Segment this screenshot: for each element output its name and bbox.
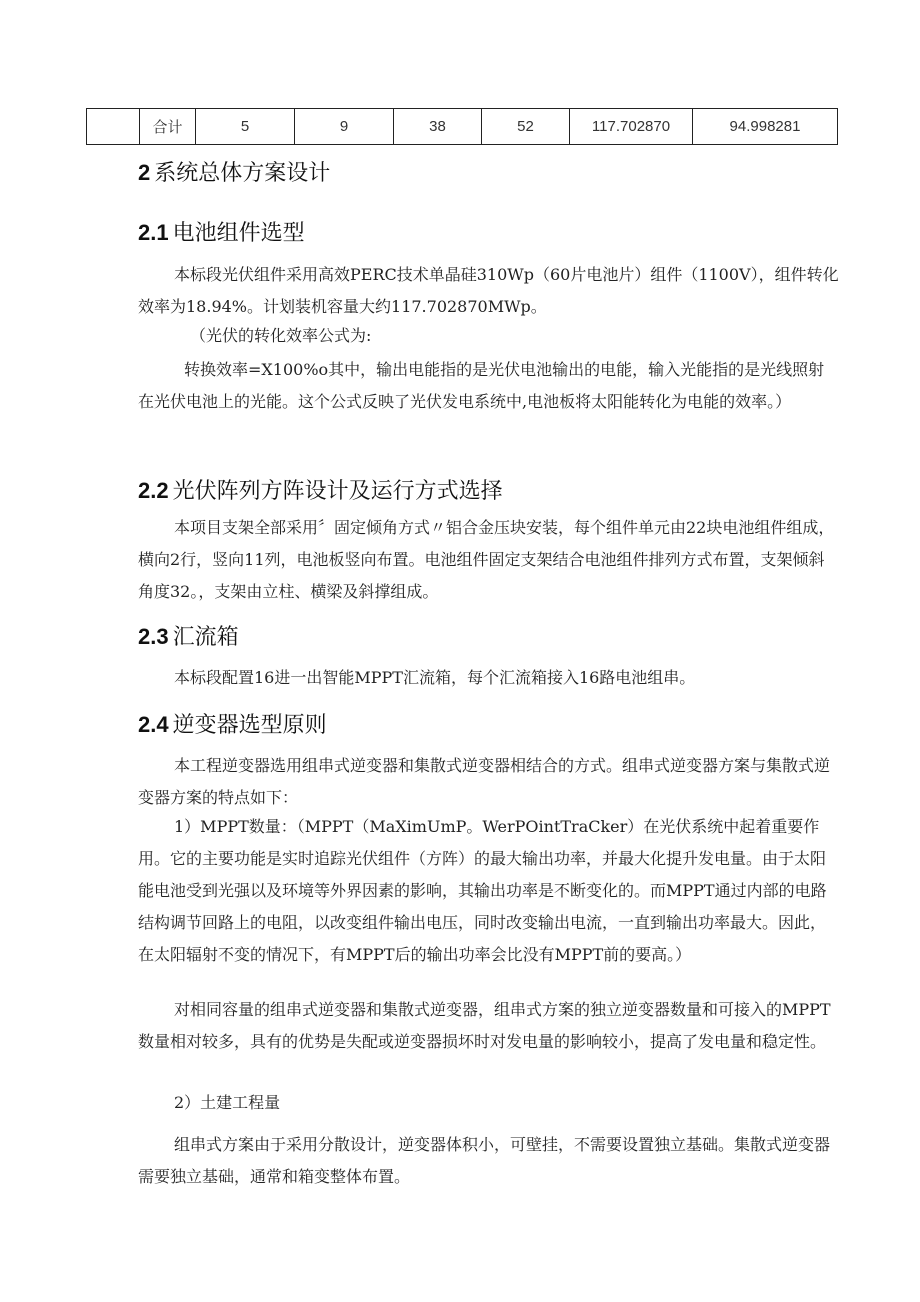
section-number: 2.1 bbox=[138, 220, 169, 245]
paragraph-mppt: 1）MPPT数量：（MPPT（MaXimUmP。WerPOintTraCker）在光伏系统中起着重要作用。它的主要功能是实时追踪光伏组件（方阵）的最大输出功率，并最大化提升发电量。由于太阳能电池受到光强以及环境等外界因素的影响，其输出功率是不断变化的。而MPPT通过内部的电路结构调节回路上的电阻，以改变组件输出电压，同时改变输出电流，一直到输出功率最大。因此，在太阳辐射不变的情况下，有MPPT后的输出功率会比没有MPPT前的要高。） bbox=[138, 817, 827, 964]
paragraph-efficiency-intro: （光伏的转化效率公式为: bbox=[190, 326, 372, 345]
section-heading-2-3 bbox=[138, 626, 239, 649]
section-heading-2-2 bbox=[138, 480, 503, 503]
table-cell-label: 合计 bbox=[140, 109, 196, 145]
section-heading-2 bbox=[138, 162, 330, 185]
paragraph-comparison: 对相同容量的组串式逆变器和集散式逆变器，组串式方案的独立逆变器数量和可接入的MPPT数量相对较多，具有的优势是失配或逆变器损坏时对发电量的影响较小，提高了发电量和稳定性。 bbox=[138, 1000, 831, 1051]
table-cell: 94.998281 bbox=[693, 109, 838, 145]
section-heading-2-4 bbox=[138, 714, 327, 737]
paragraph-combiner-box: 本标段配置16进一出智能MPPT汇流箱，每个汇流箱接入16路电池组串。 bbox=[174, 668, 696, 687]
section-number: 2 bbox=[138, 160, 151, 185]
section-title: 系统总体方案设计 bbox=[154, 161, 331, 186]
paragraph-module-spec: 本标段光伏组件采用高效PERC技术单晶硅310Wp（60片电池片）组件（1100V），组件转化效率为18.94%。计划装机容量大约117.702870MWp。 bbox=[138, 265, 839, 316]
section-title: 电池组件选型 bbox=[172, 221, 305, 246]
table-cell: 38 bbox=[394, 109, 482, 145]
paragraph-civil-works: 组串式方案由于采用分散设计，逆变器体积小，可壁挂，不需要设置独立基础。集散式逆变器需要独立基础，通常和箱变整体布置。 bbox=[138, 1135, 831, 1186]
section-title: 逆变器选型原则 bbox=[172, 713, 327, 738]
table-cell: 52 bbox=[482, 109, 570, 145]
section-heading-2-1 bbox=[138, 222, 305, 245]
section-title: 光伏阵列方阵设计及运行方式选择 bbox=[172, 479, 503, 504]
summary-table bbox=[86, 108, 838, 145]
paragraph-inverter-intro: 本工程逆变器选用组串式逆变器和集散式逆变器相结合的方式。组串式逆变器方案与集散式逆变器方案的特点如下： bbox=[138, 756, 831, 807]
paragraph-array-design: 本项目支架全部采用〞固定倾角方式〃铝合金压块安装，每个组件单元由22块电池组件组成，横向2行，竖向11列，电池板竖向布置。电池组件固定支架结合电池组件排列方式布置，支架倾斜角度32。，支架由立柱、横梁及斜撑组成。 bbox=[138, 518, 835, 601]
table-cell: 9 bbox=[295, 109, 394, 145]
paragraph-civil-works-heading: 2）土建工程量 bbox=[174, 1093, 281, 1112]
section-number: 2.3 bbox=[138, 624, 169, 649]
table-cell: 5 bbox=[196, 109, 295, 145]
section-title: 汇流箱 bbox=[172, 625, 239, 650]
table-row bbox=[87, 109, 838, 145]
table-cell: 117.702870 bbox=[570, 109, 693, 145]
paragraph-efficiency-formula: 转换效率=X100%o其中，输出电能指的是光伏电池输出的电能，输入光能指的是光线照射在光伏电池上的光能。这个公式反映了光伏发电系统中,电池板将太阳能转化为电能的效率。） bbox=[138, 360, 825, 411]
table-cell bbox=[87, 109, 140, 145]
section-number: 2.4 bbox=[138, 712, 169, 737]
section-number: 2.2 bbox=[138, 478, 169, 503]
